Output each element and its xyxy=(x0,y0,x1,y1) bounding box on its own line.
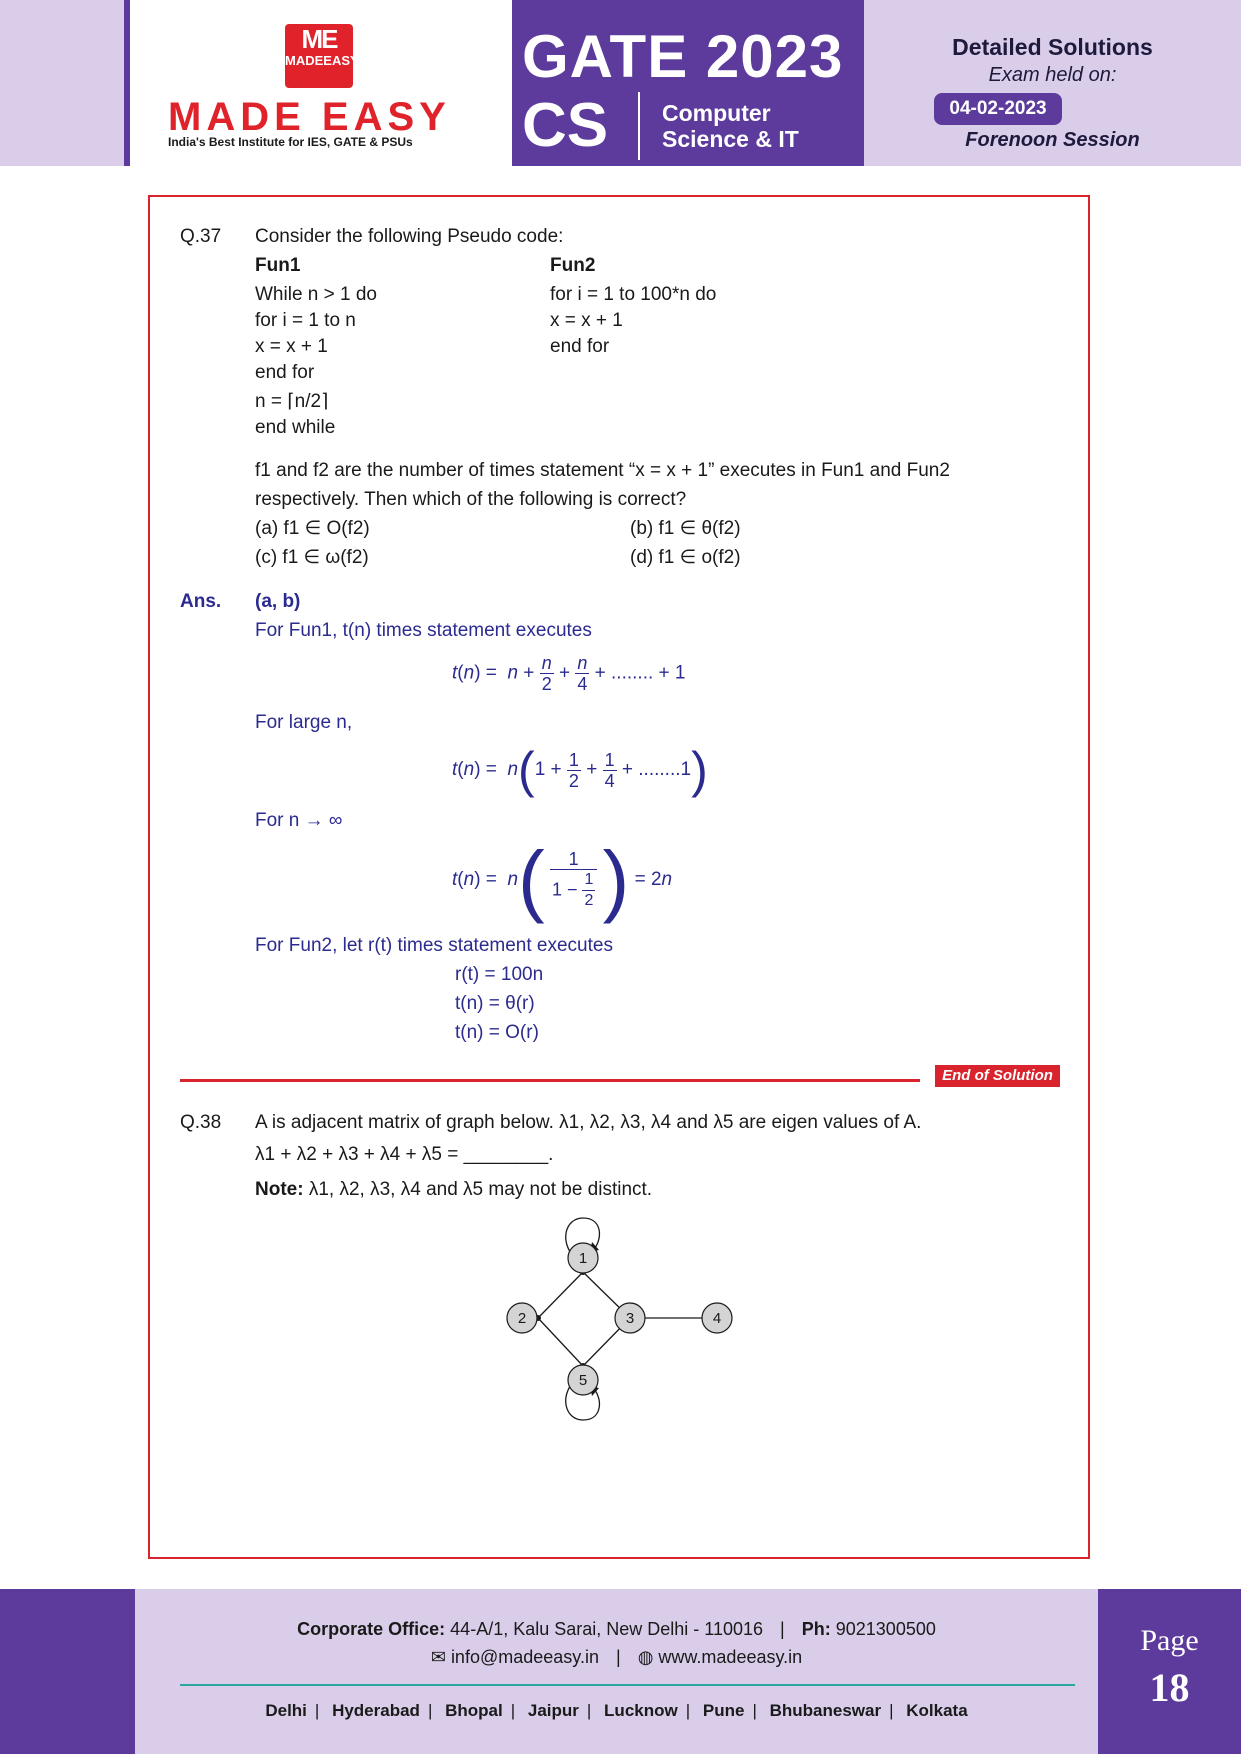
phone-number: 9021300500 xyxy=(835,1619,936,1639)
page-label: Page xyxy=(1140,1624,1199,1657)
brand-name: MADE EASY xyxy=(168,95,451,139)
node-label: 5 xyxy=(578,1372,588,1389)
equation-3: t(n) = n( 1 1 − $\frac{1}{2}$ ) = 2n xyxy=(452,835,673,924)
q38-line1: A is adjacent matrix of graph below. λ1, λ2, λ3, λ4 and λ5 are eigen values of A. xyxy=(255,1112,922,1133)
brand-tagline: India's Best Institute for IES, GATE & PSUs xyxy=(168,135,413,149)
q37-label: Q.37 xyxy=(180,226,222,247)
made-easy-logo-icon: ME MADEEASY xyxy=(285,24,353,88)
q37-option-a: (a) f1 ∈ O(f2) xyxy=(255,518,370,539)
node-label: 4 xyxy=(712,1310,722,1327)
footer-left-panel xyxy=(0,1589,135,1754)
fun1-line: x = x + 1 xyxy=(255,336,328,357)
fun1-line: for i = 1 to n xyxy=(255,310,356,331)
city: Jaipur xyxy=(527,1701,579,1720)
q38-label: Q.38 xyxy=(180,1112,222,1133)
exam-date-badge: 04-02-2023 xyxy=(934,93,1062,125)
footer-cities: Delhi | Hyderabad | Bhopal | Jaipur | Lucknow | Pune | Bhubaneswar | Kolkata xyxy=(265,1701,968,1720)
answer-label: Ans. xyxy=(180,591,222,612)
fun2-line: end for xyxy=(550,336,610,357)
city: Lucknow xyxy=(604,1701,678,1720)
city: Kolkata xyxy=(906,1701,968,1720)
corporate-label: Corporate Office: xyxy=(297,1619,446,1639)
q37-intro: Consider the following Pseudo code: xyxy=(255,226,564,247)
end-of-solution-rule xyxy=(180,1079,920,1082)
equation-2: t(n) = n(1 + $\frac{1}{2}$ + $\frac{1}{4}$ + ........1) xyxy=(452,742,708,798)
q37-option-b: (b) f1 ∈ θ(f2) xyxy=(630,518,741,539)
q38-note xyxy=(255,1177,652,1203)
city: Hyderabad xyxy=(332,1701,420,1720)
session-label: Forenoon Session xyxy=(965,129,1140,151)
paper-code: CS xyxy=(522,91,609,160)
answer-line1: For Fun1, t(n) times statement executes xyxy=(255,620,592,641)
q38-line2: λ1 + λ2 + λ3 + λ4 + λ5 = ________. xyxy=(255,1144,554,1165)
fun1-title: Fun1 xyxy=(255,255,301,276)
edge-1-2 xyxy=(538,1272,583,1318)
exam-title: GATE 2023 xyxy=(522,23,844,90)
q37-option-d: (d) f1 ∈ o(f2) xyxy=(630,547,741,568)
answer-value: (a, b) xyxy=(255,591,301,612)
equation-1: t(n) = n + $\frac{n}{2}$ + $\frac{n}{4}$ + ........ + 1 xyxy=(452,653,686,694)
footer-office: Corporate Office: 44-A/1, Kalu Sarai, New Delhi - 110016 | Ph: 9021300500 xyxy=(297,1619,936,1639)
fun2-title: Fun2 xyxy=(550,255,596,276)
q37-stem-line1: f1 and f2 are the number of times statement “x = x + 1” executes in Fun1 and Fun2 xyxy=(255,460,950,481)
phone-label: Ph: xyxy=(801,1619,831,1639)
email-link[interactable]: info@madeeasy.in xyxy=(450,1647,599,1667)
paper-name xyxy=(662,100,799,152)
note-text: λ1, λ2, λ3, λ4 and λ5 may not be distinct. xyxy=(308,1179,653,1200)
end-of-solution-tag: End of Solution xyxy=(935,1065,1060,1087)
fun1-line: end for xyxy=(255,362,315,383)
note-label: Note: xyxy=(255,1179,304,1200)
equation-5: t(n) = θ(r) xyxy=(455,993,535,1014)
paper-name-line1: Computer xyxy=(662,100,771,126)
solutions-title: Detailed Solutions xyxy=(952,34,1153,60)
header-accent-bar xyxy=(124,0,130,166)
fun1-line: While n > 1 do xyxy=(255,284,377,305)
fun2-code xyxy=(550,282,716,360)
node-label: 2 xyxy=(517,1310,527,1327)
paper-name-line2: Science & IT xyxy=(662,126,799,152)
mail-icon: ✉ xyxy=(430,1647,446,1667)
edge-2-5 xyxy=(538,1318,583,1366)
graph-diagram xyxy=(495,1212,745,1427)
page-number: 18 xyxy=(1149,1665,1190,1710)
footer-background xyxy=(0,1589,1241,1754)
globe-icon: ◍ xyxy=(637,1647,654,1667)
city: Pune xyxy=(702,1701,745,1720)
q37-stem-line2: respectively. Then which of the following is correct? xyxy=(255,489,687,510)
corporate-address: 44-A/1, Kalu Sarai, New Delhi - 110016 xyxy=(450,1619,764,1639)
answer-line3: For n → ∞ xyxy=(255,810,343,831)
city: Bhopal xyxy=(445,1701,503,1720)
fun2-line: for i = 1 to 100*n do xyxy=(550,284,717,305)
exam-held-label: Exam held on: xyxy=(988,64,1117,86)
fun1-line: n = ⌈n/2⌉ xyxy=(255,391,329,412)
q37-option-c: (c) f1 ∈ ω(f2) xyxy=(255,547,369,568)
equation-6: t(n) = O(r) xyxy=(455,1022,539,1043)
city: Bhubaneswar xyxy=(769,1701,882,1720)
fun1-line: end while xyxy=(255,417,336,438)
footer-contact: ✉ info@madeeasy.in | ◍ www.madeeasy.in xyxy=(430,1647,803,1667)
paper-divider xyxy=(638,92,640,160)
node-label: 1 xyxy=(578,1250,588,1267)
footer-divider xyxy=(180,1684,1075,1686)
city: Delhi xyxy=(265,1701,307,1720)
equation-4: r(t) = 100n xyxy=(455,964,544,985)
answer-line2: For large n, xyxy=(255,712,353,733)
website-link[interactable]: www.madeeasy.in xyxy=(658,1647,803,1667)
answer-line4: For Fun2, let r(t) times statement executes xyxy=(255,935,613,956)
fun1-code xyxy=(255,282,377,441)
node-label: 3 xyxy=(625,1310,635,1327)
fun2-line: x = x + 1 xyxy=(550,310,623,331)
